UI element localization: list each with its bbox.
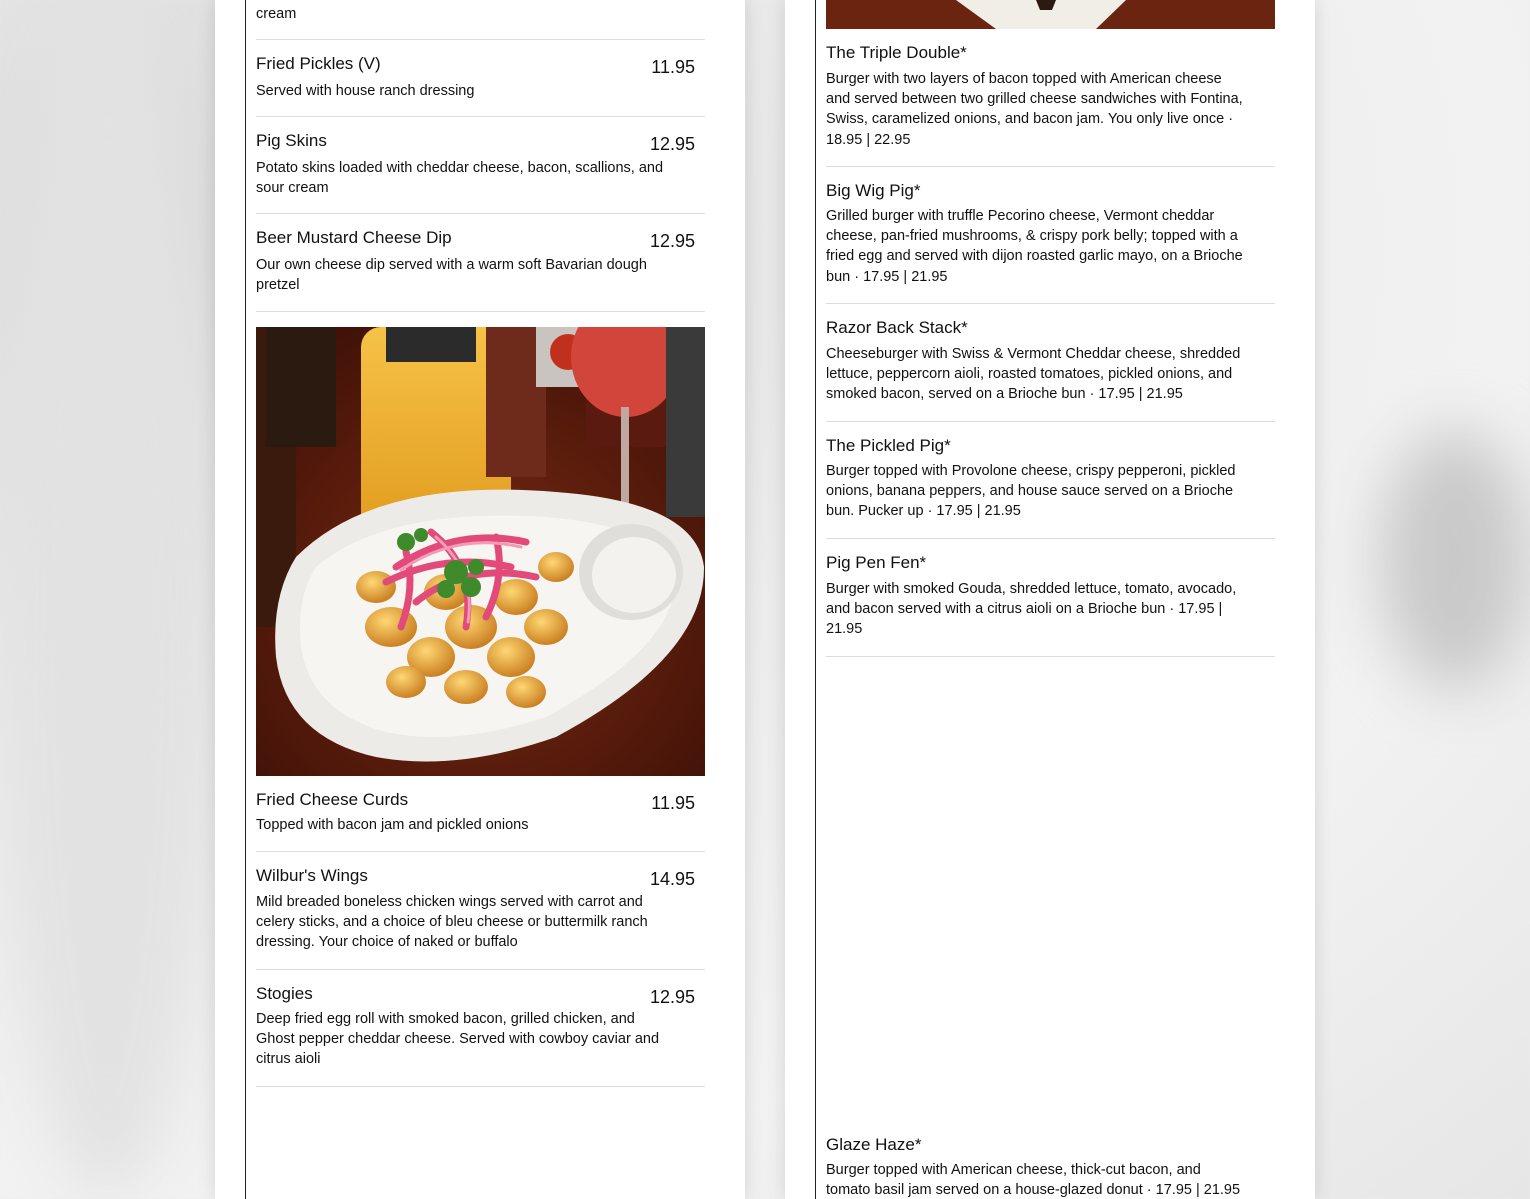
menu-item-desc: Potato skins loaded with cheddar cheese, bacon, scallions, and sour cream bbox=[256, 160, 664, 197]
menu-item[interactable] bbox=[826, 304, 1275, 422]
menu-item-price: 11.95 bbox=[651, 57, 695, 77]
menu-item[interactable] bbox=[256, 970, 705, 1087]
burger-photo bbox=[826, 0, 1275, 29]
menu-item-price: 11.95 bbox=[651, 793, 695, 813]
menu-item-name: Fried Pickles (V) bbox=[256, 54, 381, 73]
menu-item[interactable] bbox=[256, 777, 705, 852]
menu-item-desc: Mild breaded boneless chicken wings served with carrot and celery sticks, and a choice of bleu cheese or buttermilk ranch dressing. Your choice of naked or buffalo bbox=[256, 894, 648, 951]
menu-item-name: Fried Cheese Curds bbox=[256, 790, 409, 809]
menu-item[interactable] bbox=[826, 30, 1275, 167]
menu-item-name: Pig Pen Fen* bbox=[826, 553, 927, 572]
menu-item[interactable] bbox=[826, 422, 1275, 539]
menu-item[interactable] bbox=[256, 852, 705, 970]
menu-item-desc: Grilled burger with truffle Pecorino cheese, Vermont cheddar cheese, pan-fried mushrooms, & crispy pork belly; topped with a fried egg and served with dijon roasted garlic mayo, on a Brioche bun · 17.95 | 21.95 bbox=[826, 208, 1243, 285]
menu-item[interactable] bbox=[826, 1121, 1275, 1199]
menu-item-desc: Topped with bacon jam and pickled onions bbox=[256, 817, 529, 833]
menu-item-name: The Triple Double* bbox=[826, 43, 967, 62]
menu-item-desc: Served with house ranch dressing bbox=[256, 83, 475, 99]
menu-item-price: 14.95 bbox=[649, 869, 695, 889]
menu-item[interactable] bbox=[256, 40, 705, 117]
menu-item-desc: Cheeseburger with Swiss & Vermont Cheddar cheese, shredded lettuce, peppercorn aioli, roasted tomatoes, pickled onions, and smoked bacon, served on a Brioche bun · 17.95 | 21.95 bbox=[826, 346, 1241, 403]
right-page-rule bbox=[815, 0, 816, 1199]
menu-item-name: Pig Skins bbox=[256, 131, 327, 150]
menu-item-name: The Pickled Pig* bbox=[826, 436, 951, 455]
menu-item-desc: Burger with smoked Gouda, shredded lettuce, tomato, avocado, and bacon served with a citrus aioli on a Brioche bun · 17.95 | 21.95 bbox=[826, 581, 1237, 638]
menu-item-desc: cream bbox=[256, 6, 297, 22]
menu-item-desc: Deep fried egg roll with smoked bacon, grilled chicken, and Ghost pepper cheddar cheese. Served with cowboy caviar and citrus aioli bbox=[256, 1011, 660, 1068]
menu-item-name: Razor Back Stack* bbox=[826, 318, 968, 337]
food-photo-icon bbox=[256, 327, 705, 776]
menu-item-name: Big Wig Pig* bbox=[826, 181, 921, 200]
menu-item-name: Wilbur's Wings bbox=[256, 866, 368, 885]
menu-item-price: 12.95 bbox=[649, 987, 695, 1007]
menu-item-name: Glaze Haze* bbox=[826, 1135, 922, 1154]
left-menu-page bbox=[215, 0, 745, 1199]
menu-item[interactable] bbox=[826, 167, 1275, 304]
menu-item-price: 12.95 bbox=[649, 231, 695, 251]
menu-item[interactable] bbox=[256, 117, 705, 214]
menu-item[interactable] bbox=[826, 539, 1275, 657]
menu-item-fragment bbox=[256, 0, 705, 40]
right-menu-page bbox=[785, 0, 1315, 1199]
menu-item[interactable] bbox=[256, 214, 705, 312]
menu-item-name: Stogies bbox=[256, 984, 313, 1003]
menu-item-price: 12.95 bbox=[649, 134, 695, 154]
left-page-rule bbox=[245, 0, 246, 1199]
burger-photo-icon bbox=[826, 0, 1275, 29]
menu-item-desc: Burger topped with American cheese, thick-cut bacon, and tomato basil jam served on a house-glazed donut · 17.95 | 21.95 bbox=[826, 1162, 1241, 1199]
menu-item-desc: Burger topped with Provolone cheese, crispy pepperoni, pickled onions, banana peppers, and house sauce served on a Brioche bun. Pucker up · 17.95 | 21.95 bbox=[826, 463, 1236, 520]
menu-item-name: Beer Mustard Cheese Dip bbox=[256, 228, 452, 247]
cheese-curds-photo bbox=[256, 327, 705, 776]
menu-item-desc: Burger with two layers of bacon topped with American cheese and served between two grilled cheese sandwiches with Fontina, Swiss, caramelized onions, and bacon jam. You only live once · 18.95 | 22.95 bbox=[826, 71, 1243, 148]
menu-item-desc: Our own cheese dip served with a warm soft Bavarian dough pretzel bbox=[256, 257, 647, 294]
